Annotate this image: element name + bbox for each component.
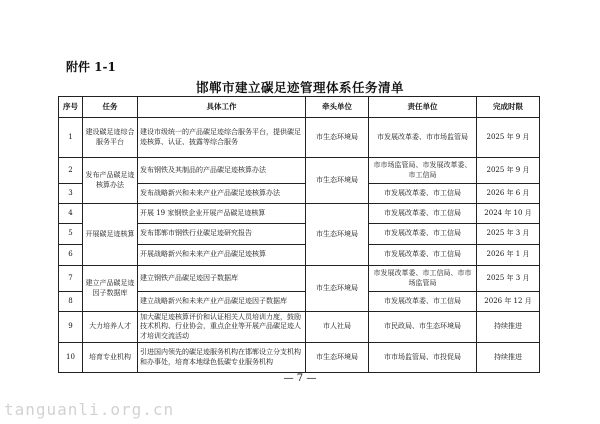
cell-no: 1 (59, 118, 83, 158)
cell-work: 建立钢铁产品碳足迹因子数据库 (138, 266, 306, 292)
cell-lead: 市生态环境局 (306, 343, 369, 373)
header-work: 具体工作 (138, 97, 306, 118)
cell-work: 建立战略新兴和未来产业产品碳足迹因子数据库 (138, 292, 306, 312)
cell-deadline: 2026 年 1 月 (477, 245, 540, 266)
table-row (59, 204, 540, 224)
document-title: 邯郸市建立碳足迹管理体系任务清单 (195, 80, 404, 95)
cell-lead: 市生态环境局 (306, 158, 369, 204)
table-row (59, 266, 540, 292)
cell-task: 建设碳足迹综合服务平台 (83, 118, 138, 158)
attachment-label: 附件 1-1 (66, 60, 116, 74)
cell-no: 9 (59, 312, 83, 343)
cell-lead: 市生态环境局 (306, 118, 369, 158)
cell-work: 发布战略新兴和未来产业产品碳足迹核算办法 (138, 184, 306, 204)
cell-resp: 市发展改革委、市工信局 (369, 224, 477, 245)
cell-no: 10 (59, 343, 83, 373)
watermark: tanguanli.org.cn (4, 400, 175, 419)
cell-resp: 市民政局、市生态环境局 (369, 312, 477, 343)
header-lead: 牵头单位 (306, 97, 369, 118)
task-table (58, 96, 540, 373)
cell-deadline: 持续推进 (477, 343, 540, 373)
cell-work: 发布钢铁及其制品的产品碳足迹核算办法 (138, 158, 306, 184)
cell-deadline: 2026 年 12 月 (477, 292, 540, 312)
table-header-row (59, 97, 540, 118)
cell-resp: 市市场监管局、市投促局 (369, 343, 477, 373)
header-resp: 责任单位 (369, 97, 477, 118)
cell-no: 6 (59, 245, 83, 266)
table-row (59, 343, 540, 373)
cell-deadline: 2024 年 10 月 (477, 204, 540, 224)
cell-work: 建设市级统一的产品碳足迹综合服务平台，提供碳足迹核算、认证、披露等综合服务 (138, 118, 306, 158)
cell-no: 7 (59, 266, 83, 292)
cell-task: 建立产品碳足迹因子数据库 (83, 266, 138, 312)
cell-task: 开展碳足迹核算 (83, 204, 138, 266)
cell-resp: 市发展改革委、市工信局、市市场监管局 (369, 266, 477, 292)
cell-deadline: 持续推进 (477, 312, 540, 343)
cell-task: 培育专业机构 (83, 343, 138, 373)
cell-lead: 市人社局 (306, 312, 369, 343)
cell-deadline: 2025 年 9 月 (477, 158, 540, 184)
cell-work: 开展 19 家钢铁企业开展产品碳足迹核算 (138, 204, 306, 224)
cell-task: 发布产品碳足迹核算办法 (83, 158, 138, 204)
cell-no: 8 (59, 292, 83, 312)
cell-resp: 市发展改革委、市工信局 (369, 184, 477, 204)
cell-no: 5 (59, 224, 83, 245)
cell-resp: 市市场监管局、市发展改革委、市工信局 (369, 158, 477, 184)
cell-deadline: 2025 年 3 月 (477, 266, 540, 292)
cell-work: 开展战略新兴和未来产业产品碳足迹核算 (138, 245, 306, 266)
table-row (59, 312, 540, 343)
cell-lead: 市生态环境局 (306, 266, 369, 312)
header-task: 任务 (83, 97, 138, 118)
header-no: 序号 (59, 97, 83, 118)
cell-deadline: 2025 年 3 月 (477, 224, 540, 245)
cell-deadline: 2026 年 6 月 (477, 184, 540, 204)
cell-work: 加大碳足迹核算评价和认证相关人员培训力度，鼓励技术机构、行业协会，重点企业等开展产品碳足迹人才培训交流活动 (138, 312, 306, 343)
cell-work: 引进国内领先的碳足迹服务机构在邯郸设立分支机构和办事处，培育本地绿色低碳专业服务机构 (138, 343, 306, 373)
cell-no: 4 (59, 204, 83, 224)
cell-lead: 市生态环境局 (306, 204, 369, 266)
cell-no: 2 (59, 158, 83, 184)
header-deadline: 完成时限 (477, 97, 540, 118)
cell-task: 大力培养人才 (83, 312, 138, 343)
cell-resp: 市发展改革委、市市场监管局 (369, 118, 477, 158)
page-number: — 7 — (283, 373, 317, 384)
table-row (59, 158, 540, 184)
cell-resp: 市发展改革委、市工信局 (369, 204, 477, 224)
table-row (59, 118, 540, 158)
cell-work: 发布邯郸市钢铁行业碳足迹研究报告 (138, 224, 306, 245)
cell-deadline: 2025 年 9 月 (477, 118, 540, 158)
cell-resp: 市发展改革委、市工信局 (369, 245, 477, 266)
cell-resp: 市发展改革委、市工信局 (369, 292, 477, 312)
cell-no: 3 (59, 184, 83, 204)
